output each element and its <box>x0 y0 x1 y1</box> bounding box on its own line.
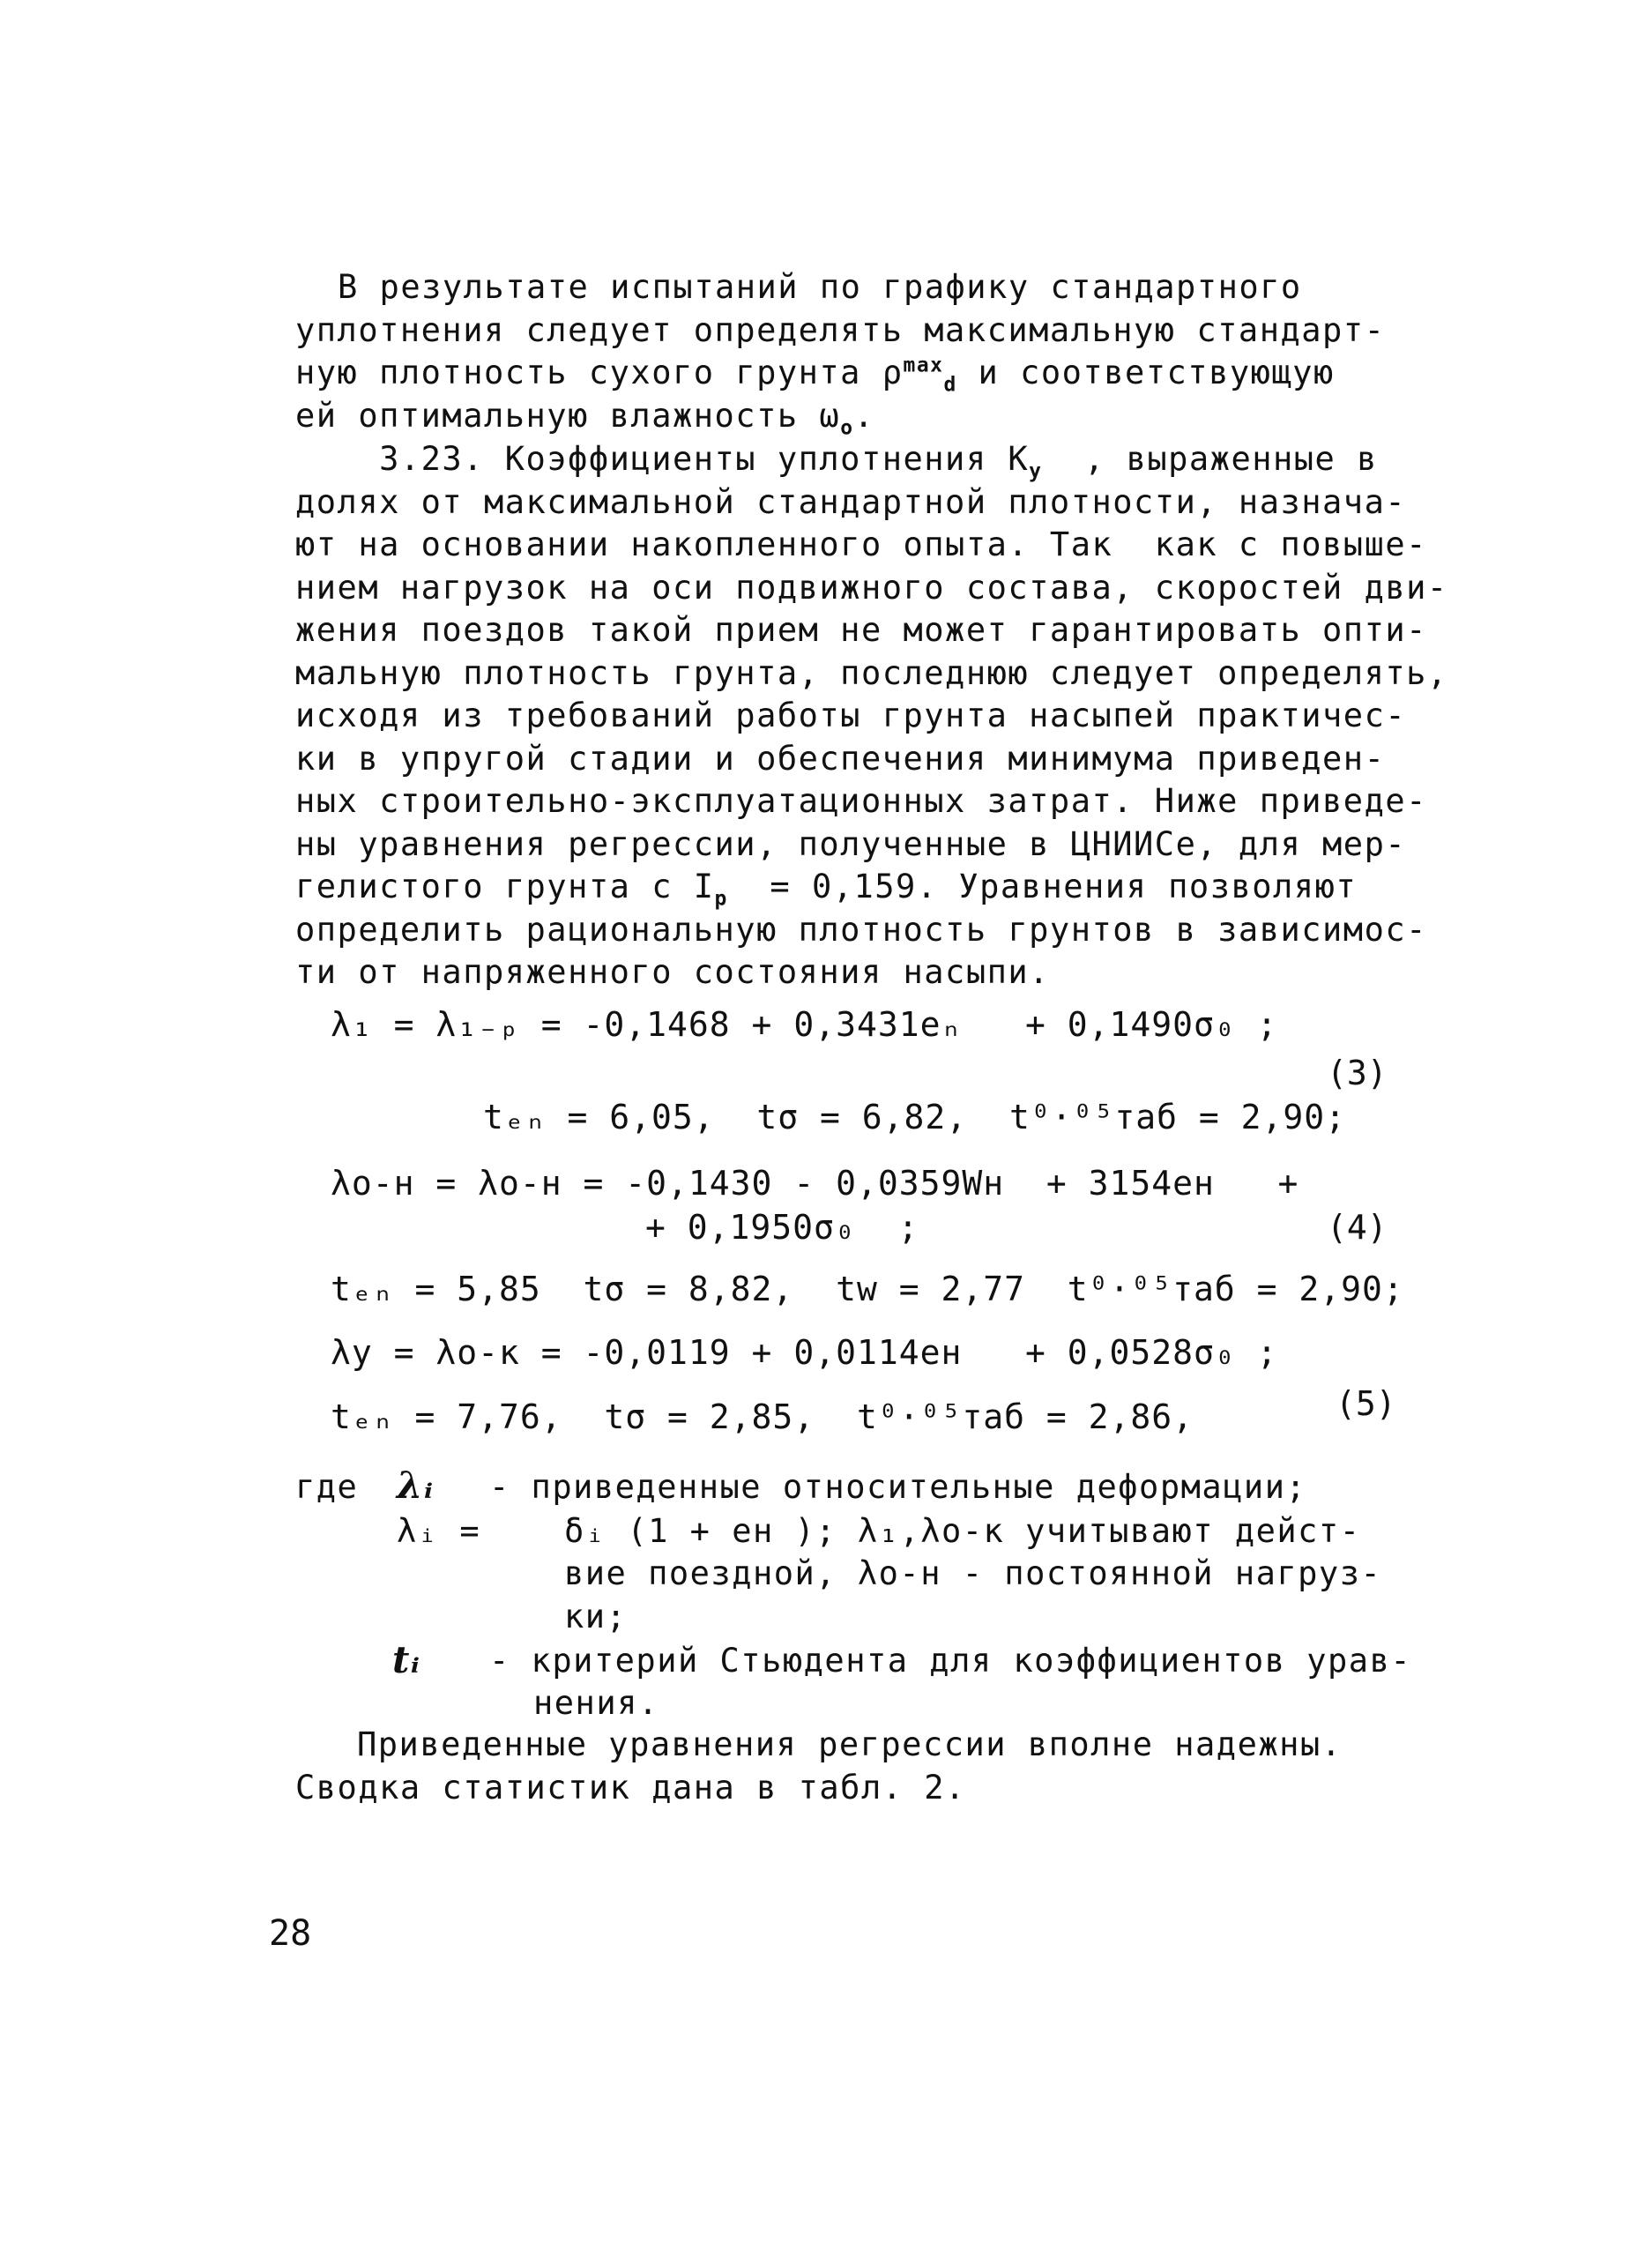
text-line: ки в упругой стадии и обеспечения минимума приведен- <box>295 739 1386 778</box>
definition-t-line2: нения. <box>533 1684 659 1722</box>
text-line: ти от напряженного состояния насыпи. <box>295 953 1050 991</box>
equation-5-line1: λу = λо-к = -0,0119 + 0,0114eн + 0,0528σ₀ ; <box>331 1333 1278 1372</box>
lambda-i-equals: λᵢ = <box>397 1512 481 1550</box>
equation-number-3: (3) <box>1327 1054 1388 1092</box>
t-i-glyph: tᵢ <box>392 1638 421 1681</box>
where-label: где <box>295 1468 359 1506</box>
text-line: ны уравнения регрессии, полученные в ЦНИИСе, для мер- <box>295 824 1407 863</box>
lambda-i-symbol <box>397 1464 435 1507</box>
text-line: ют на основании накопленного опыта. Так как с повыше- <box>295 525 1427 563</box>
definition-t: - критерий Стьюдента для коэффициентов урав- <box>489 1642 1412 1680</box>
rho-d-subscript: d <box>943 373 957 397</box>
equation-number-5: (5) <box>1336 1384 1396 1423</box>
text-line: мальную плотность грунта, последнюю следует определять, <box>295 653 1448 692</box>
text-line: исходя из требований работы грунта насыпей практичес- <box>295 697 1407 734</box>
text-line-end: и соответствующую <box>956 354 1335 391</box>
text-line: долях от максимальной стандартной плотности, назнача- <box>295 482 1407 521</box>
ky-subscript: у <box>1029 459 1043 483</box>
equation-4-line3: tₑₙ = 5,85 tσ = 8,82, tw = 2,77 t⁰·⁰⁵таб = 2,90; <box>331 1270 1404 1308</box>
text-line <box>295 352 1441 395</box>
text-line: жения поездов такой прием не может гарантировать опти- <box>295 611 1427 649</box>
equation-4-line1: λо-н = λо-н = -0,1430 - 0,0359Wн + 3154eн + <box>331 1164 1299 1203</box>
text-line-start: 3.23. Коэффициенты уплотнения К <box>295 440 1030 478</box>
lambda-i-glyph: λᵢ <box>397 1464 435 1507</box>
rho-max-superscript: max <box>903 354 944 377</box>
text-line: нием нагрузок на оси подвижного состава, скоростей дви- <box>295 568 1448 607</box>
ip-subscript: р <box>714 887 728 911</box>
paragraph-closing <box>295 1724 1503 1809</box>
text-line <box>295 866 1441 909</box>
text-line: В результате испытаний по графику стандартного <box>338 268 1302 306</box>
definition-lambda: - приведенные относительные деформации; <box>489 1468 1307 1506</box>
page-number: 28 <box>269 1913 312 1954</box>
paragraph-3-23 <box>295 438 1448 995</box>
t-i-symbol <box>392 1638 420 1681</box>
text-line-start: ей оптимальную влажность ω <box>295 396 841 435</box>
definition-lambda-formula: δᵢ (1 + eн ); λ₁,λо-к учитывают дейст- <box>564 1512 1361 1550</box>
text-line-end: , выраженные в <box>1042 440 1378 478</box>
equation-3-line1: λ₁ = λ₁₋ₚ = -0,1468 + 0,3431eₙ + 0,1490σ₀ ; <box>331 1005 1278 1044</box>
text-line: определить рациональную плотность грунтов в зависимос- <box>295 910 1427 949</box>
text-line <box>295 438 1441 481</box>
text-line-end: = 0,159. Уравнения позволяют <box>727 868 1358 905</box>
definition-lambda-line3: ки; <box>564 1598 628 1635</box>
equation-5-line2: tₑₙ = 7,76, tσ = 2,85, t⁰·⁰⁵таб = 2,86, <box>331 1397 1194 1436</box>
paragraph-intro <box>295 266 1441 437</box>
text-line: ных строительно-эксплуатационных затрат. Ниже приведе- <box>295 782 1427 820</box>
omega-subscript: о <box>840 415 854 439</box>
text-line-start: ную плотность сухого грунта ρ <box>295 354 904 391</box>
text-line: ей оптимальную влажность $\omega_о$. <box>295 396 875 439</box>
equation-number-4: (4) <box>1327 1208 1388 1247</box>
equation-3-line2: tₑₙ = 6,05, tσ = 6,82, t⁰·⁰⁵таб = 2,90; <box>483 1098 1346 1136</box>
text-line: Сводка статистик дана в табл. 2. <box>295 1768 966 1807</box>
text-line-start: гелистого грунта с I <box>295 868 715 905</box>
equation-4-line2: + 0,1950σ₀ ; <box>645 1208 919 1247</box>
definition-lambda-line2: вие поездной, λо-н - постоянной нагруз- <box>564 1554 1382 1592</box>
text-line: Приведенные уравнения регрессии вполне надежны. <box>357 1725 1343 1763</box>
text-line: уплотнения следует определять максимальную стандарт- <box>295 310 1386 349</box>
